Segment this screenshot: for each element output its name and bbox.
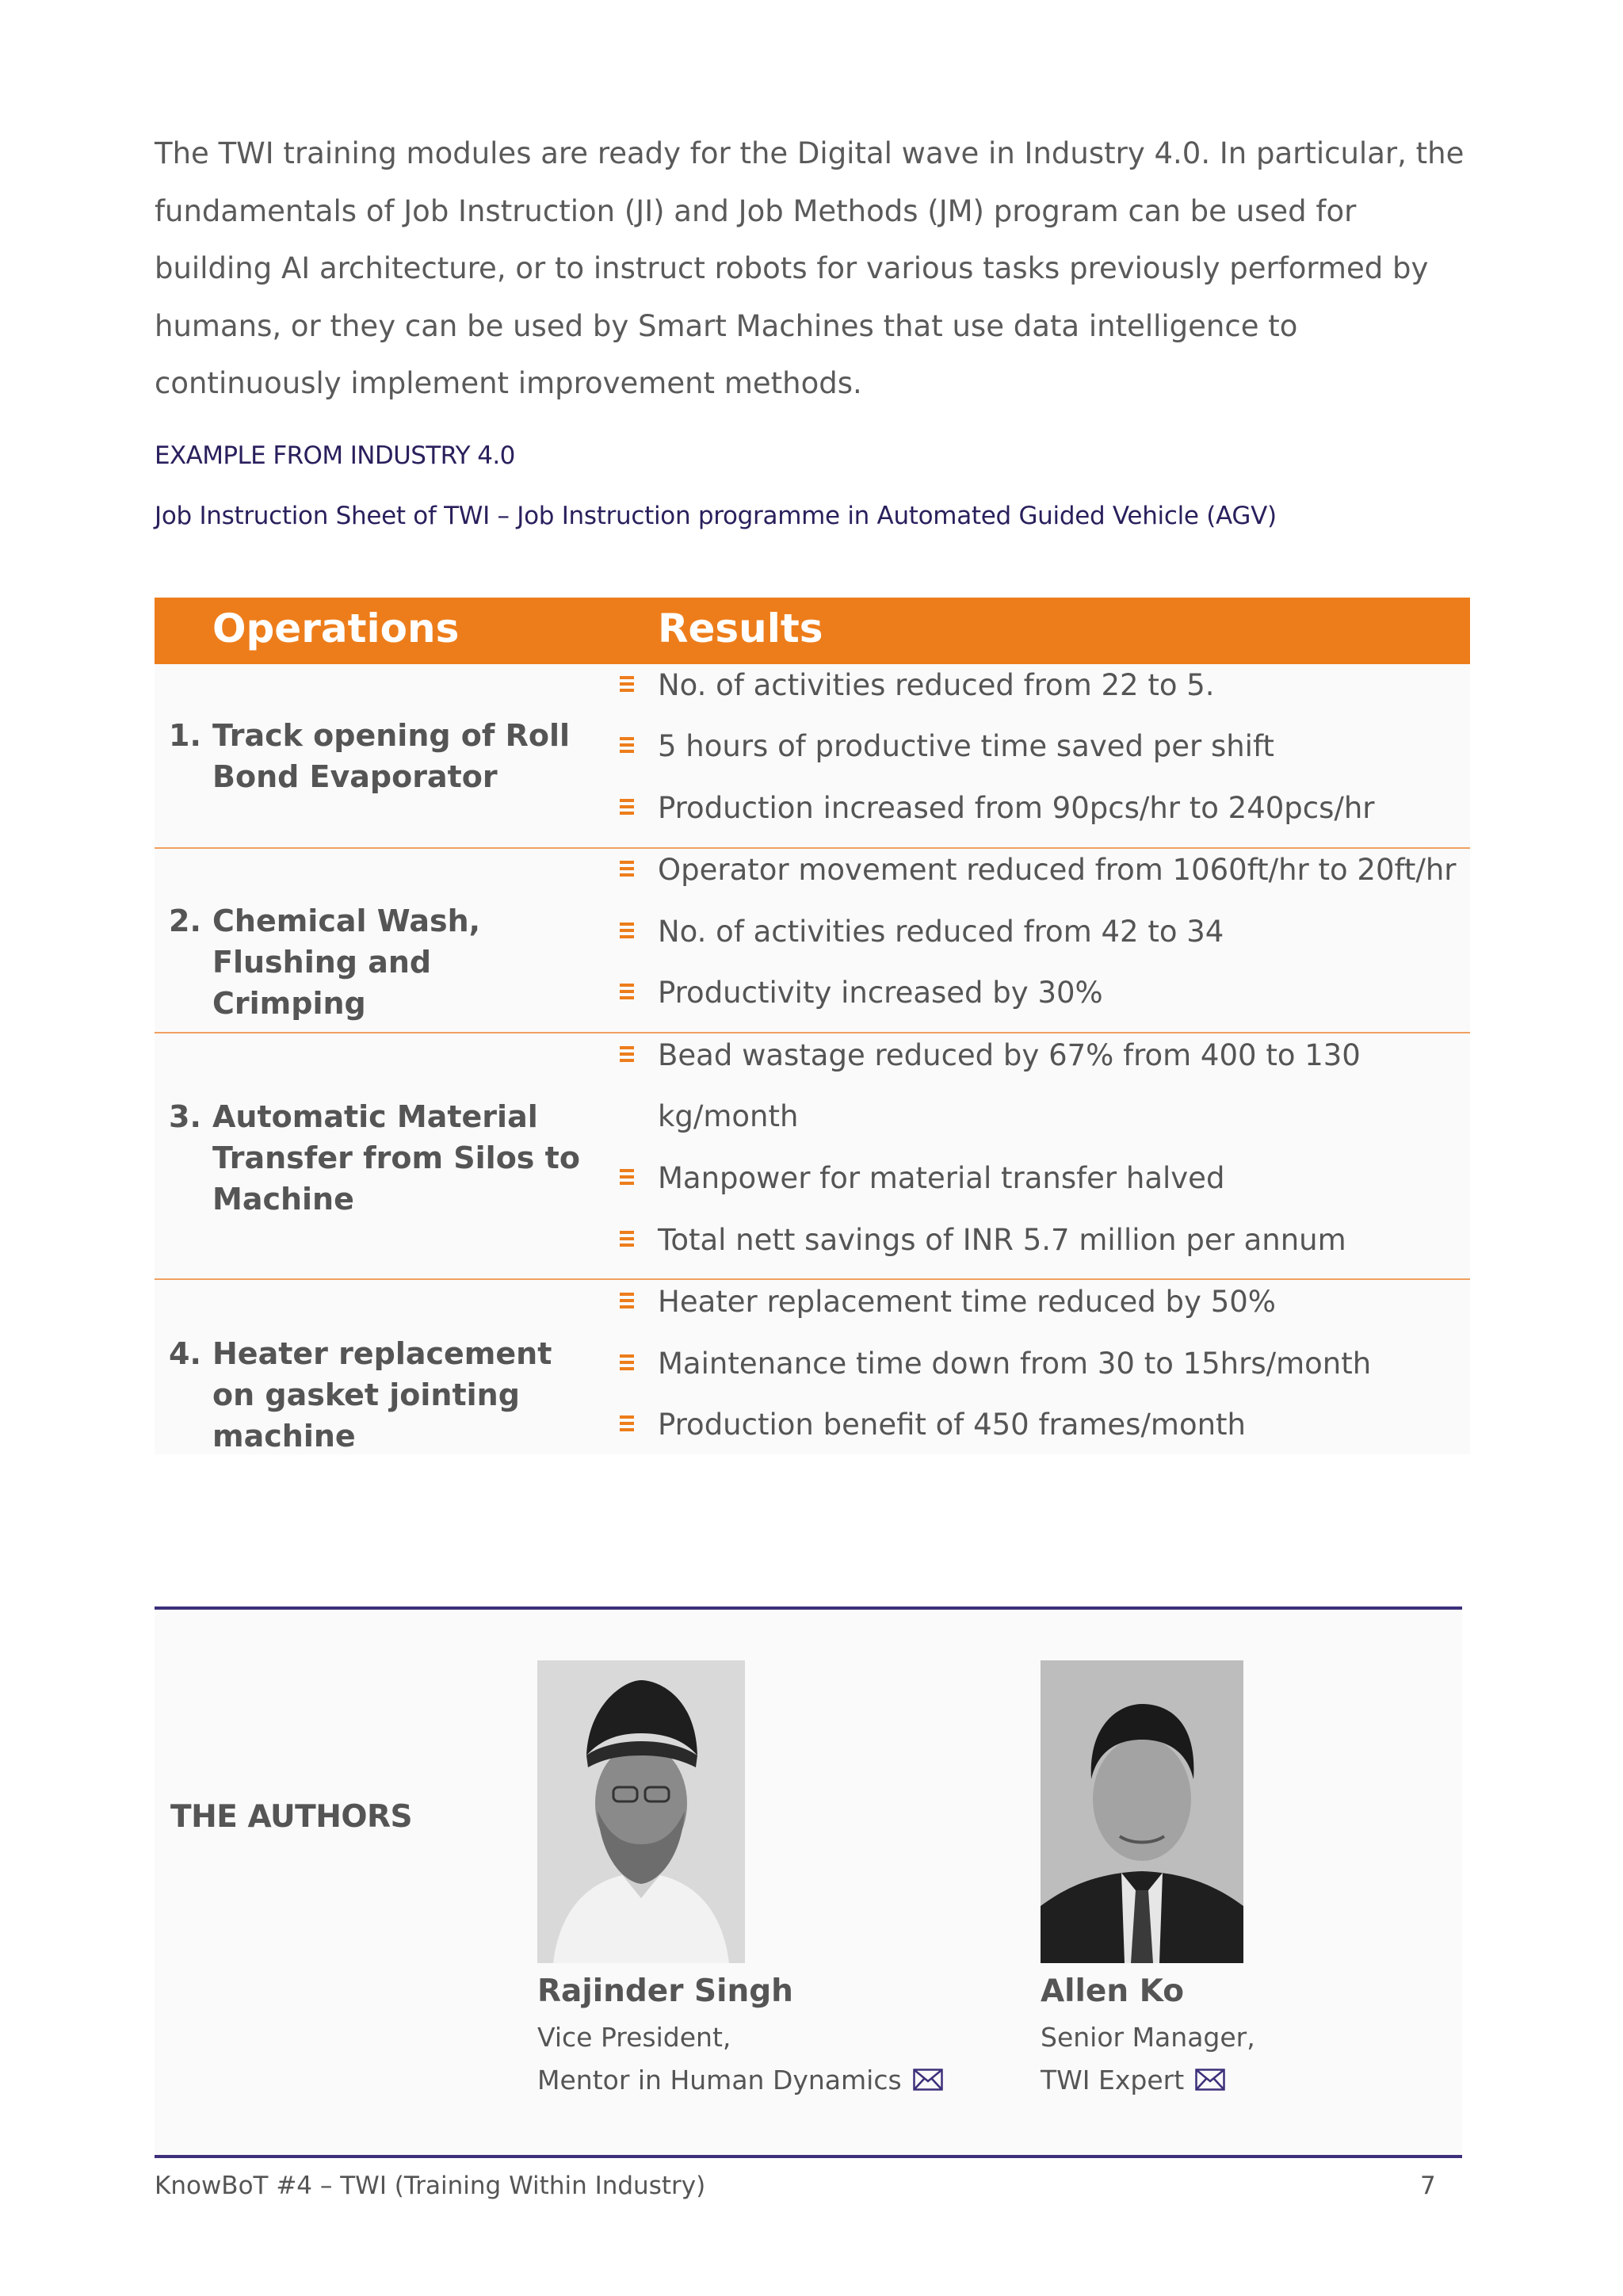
page-number: 7 (1420, 2172, 1436, 2200)
result-item: 5 hours of productive time saved per shift (658, 729, 1274, 763)
result-item: Production benefit of 450 frames/month (658, 1408, 1247, 1442)
result-item: Total nett savings of INR 5.7 million per annum (658, 1223, 1346, 1257)
authors-label: THE AUTHORS (170, 1799, 413, 1835)
author-portrait-image (1041, 1660, 1243, 1963)
footer-title: KnowBoT #4 – TWI (Training Within Industry) (155, 2172, 706, 2200)
list-bullet-icon (620, 676, 634, 692)
header-operations: Operations (212, 606, 460, 651)
author-role (537, 2065, 943, 2097)
author-role-text: Mentor in Human Dynamics (537, 2065, 902, 2095)
list-bullet-icon (620, 984, 634, 999)
result-item: Production increased from 90pcs/hr to 240pcs/hr (658, 791, 1375, 825)
result-item: Maintenance time down from 30 to 15hrs/month (658, 1347, 1372, 1381)
result-item: Productivity increased by 30% (658, 976, 1103, 1010)
operation-number: 3. (169, 1099, 201, 1134)
author-role-text: TWI Expert (1041, 2065, 1185, 2095)
list-bullet-icon (620, 1046, 634, 1062)
mail-icon[interactable] (913, 2066, 943, 2097)
list-bullet-icon (620, 923, 634, 938)
author-name: Allen Ko (1041, 1973, 1185, 2009)
section-divider (155, 1606, 1462, 1610)
author-photo (537, 1660, 745, 1963)
result-item: Manpower for material transfer halved (658, 1161, 1225, 1195)
mail-icon[interactable] (1195, 2066, 1225, 2097)
result-item: Operator movement reduced from 1060ft/hr to 20ft/hr (658, 853, 1457, 887)
header-results: Results (658, 606, 823, 651)
operation-label: Automatic Material Transfer from Silos to Machine (212, 1099, 580, 1217)
footer-divider (155, 2155, 1462, 2158)
list-bullet-icon (620, 737, 634, 753)
intro-paragraph: The TWI training modules are ready for the Digital wave in Industry 4.0. In particular, the fundamentals of Job Instruction (JI) and Job Methods (JM) program can be used for building AI architecture, or to instruct robots for various tasks previously performed by humans, or they can be used by Smart Machines that use data intelligence to continuously implement improvement methods. (155, 136, 1465, 400)
author-title: Vice President, (537, 2022, 731, 2053)
author-role (1041, 2065, 1225, 2097)
list-bullet-icon (620, 1231, 634, 1247)
example-heading: EXAMPLE FROM INDUSTRY 4.0 (155, 441, 515, 470)
author-photo (1041, 1660, 1243, 1963)
author-name: Rajinder Singh (537, 1973, 793, 2009)
operation-number: 1. (169, 718, 201, 753)
operation-label: Heater replacement on gasket jointing machine (212, 1336, 552, 1454)
example-subheading: Job Instruction Sheet of TWI – Job Instruction programme in Automated Guided Vehicle (AGV) (155, 502, 1277, 530)
operation-label: Chemical Wash, Flushing and Crimping (212, 904, 481, 1021)
result-item: No. of activities reduced from 22 to 5. (658, 668, 1215, 702)
result-item: Heater replacement time reduced by 50% (658, 1285, 1276, 1319)
operation-number: 2. (169, 904, 201, 938)
author-title: Senior Manager, (1041, 2022, 1255, 2053)
list-bullet-icon (620, 1169, 634, 1185)
list-bullet-icon (620, 1293, 634, 1308)
result-item: No. of activities reduced from 42 to 34 (658, 915, 1224, 949)
list-bullet-icon (620, 1415, 634, 1431)
list-bullet-icon (620, 861, 634, 877)
result-item: Bead wastage reduced by 67% from 400 to 130 (658, 1038, 1361, 1072)
list-bullet-icon (620, 799, 634, 815)
operation-number: 4. (169, 1336, 201, 1371)
result-item-continuation: kg/month (658, 1099, 799, 1133)
operation-label: Track opening of Roll Bond Evaporator (212, 718, 571, 794)
list-bullet-icon (620, 1354, 634, 1370)
author-portrait-image (537, 1660, 745, 1963)
